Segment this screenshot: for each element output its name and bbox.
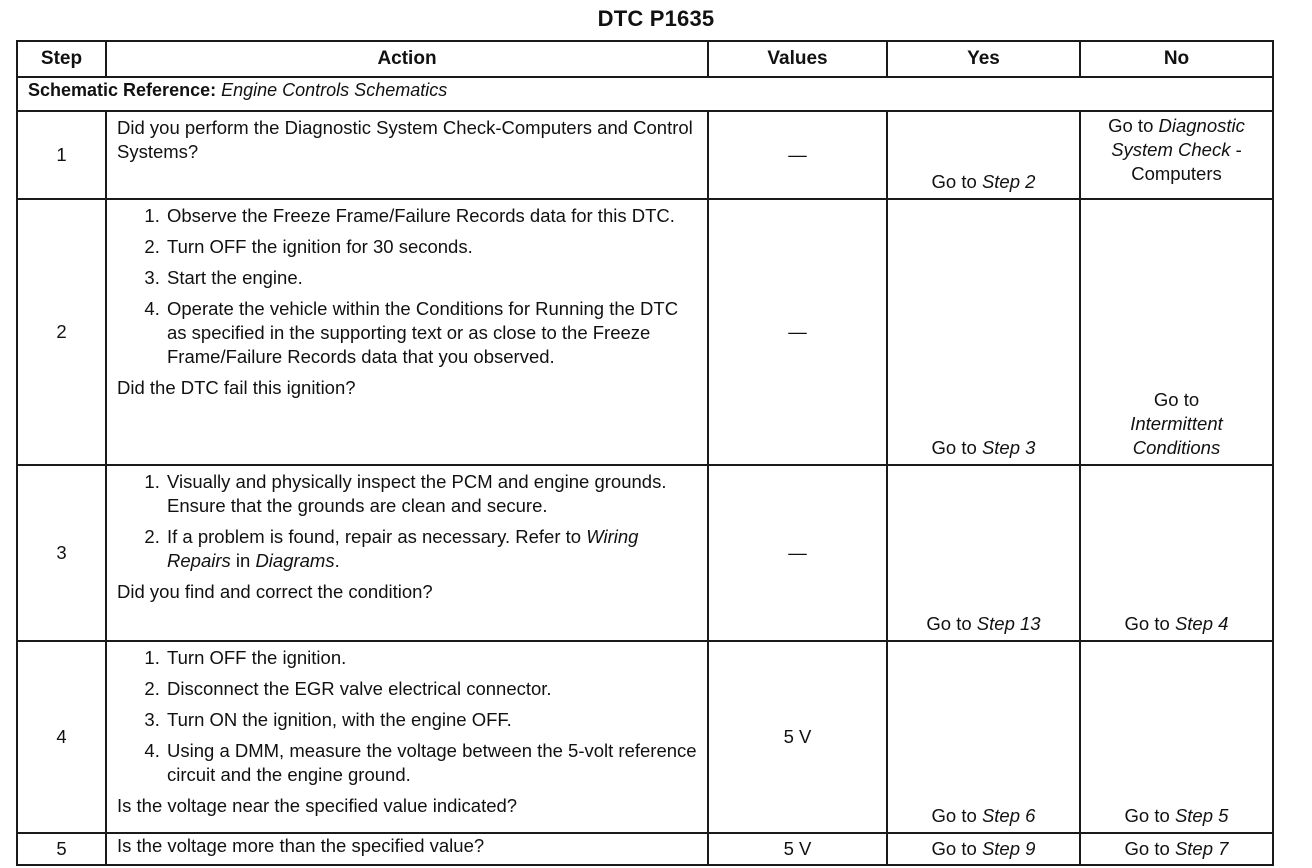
no-prefix: Go to xyxy=(1153,389,1200,410)
yes-prefix: Go to xyxy=(931,437,982,458)
no-cell xyxy=(1080,111,1273,199)
action-question: Did the DTC fail this ignition? xyxy=(117,377,356,398)
no-link[interactable]: Intermittent Conditions xyxy=(1130,413,1223,458)
schematic-reference-row xyxy=(17,77,1273,111)
procedure-item xyxy=(165,525,697,573)
yes-cell xyxy=(887,111,1080,199)
procedure-item-text: . xyxy=(334,550,340,571)
procedure-item: 1. Turn OFF the ignition. xyxy=(165,646,697,670)
value-cell: — xyxy=(708,199,887,465)
no-suffix: - Computers xyxy=(1131,139,1242,184)
step-number: 2 xyxy=(17,199,106,465)
procedure-item-text: in xyxy=(230,550,256,571)
yes-link[interactable]: Step 6 xyxy=(981,805,1036,826)
yes-link[interactable]: Step 2 xyxy=(981,171,1036,192)
no-prefix: Go to xyxy=(1108,115,1159,136)
yes-cell xyxy=(887,641,1080,833)
step-number: 3 xyxy=(17,465,106,641)
header-no: No xyxy=(1080,41,1273,77)
procedure-item: 2. Turn OFF the ignition for 30 seconds. xyxy=(165,235,697,259)
step-number: 5 xyxy=(17,833,106,865)
action-cell xyxy=(106,111,708,199)
table-row xyxy=(17,111,1273,199)
yes-prefix: Go to xyxy=(931,171,982,192)
action-cell xyxy=(106,833,708,865)
step-number: 1 xyxy=(17,111,106,199)
action-text: Did you perform the Diagnostic System Check-Computers and Control Systems? xyxy=(117,117,693,162)
procedure-item: 1. Observe the Freeze Frame/Failure Records data for this DTC. xyxy=(165,204,697,228)
table-row xyxy=(17,199,1273,465)
no-link[interactable]: Diagnostic System Check xyxy=(1111,115,1245,160)
yes-cell xyxy=(887,465,1080,641)
yes-cell xyxy=(887,833,1080,865)
procedure-item: 1. Visually and physically inspect the PCM and engine grounds. Ensure that the grounds are clean and secure. xyxy=(165,470,697,518)
yes-prefix: Go to xyxy=(931,805,982,826)
no-cell xyxy=(1080,199,1273,465)
table-row xyxy=(17,465,1273,641)
yes-link[interactable]: Step 3 xyxy=(981,437,1036,458)
value-cell: — xyxy=(708,111,887,199)
yes-link[interactable]: Step 9 xyxy=(981,838,1036,859)
no-link[interactable]: Step 5 xyxy=(1174,805,1229,826)
procedure-list xyxy=(117,470,697,573)
no-cell xyxy=(1080,465,1273,641)
document-title: DTC P1635 xyxy=(597,6,715,31)
yes-prefix: Go to xyxy=(926,613,977,634)
header-yes: Yes xyxy=(887,41,1080,77)
reference-link[interactable]: Engine Controls Schematics xyxy=(221,80,448,100)
action-cell xyxy=(106,199,708,465)
action-question: Did you find and correct the condition? xyxy=(117,581,433,602)
header-step: Step xyxy=(17,41,106,77)
yes-cell xyxy=(887,199,1080,465)
procedure-item: 3. Start the engine. xyxy=(165,266,697,290)
action-question: Is the voltage near the specified value indicated? xyxy=(117,795,518,816)
procedure-item: 4. Using a DMM, measure the voltage between the 5-volt reference circuit and the engine ground. xyxy=(165,739,697,787)
header-row xyxy=(17,41,1273,77)
procedure-item-text: If a problem is found, repair as necessary. Refer to xyxy=(167,526,582,547)
no-link[interactable]: Step 7 xyxy=(1174,838,1229,859)
step-number: 4 xyxy=(17,641,106,833)
table-row xyxy=(17,641,1273,833)
no-cell xyxy=(1080,641,1273,833)
wiring-repairs-link[interactable]: Wiring Repairs xyxy=(167,526,639,571)
no-cell xyxy=(1080,833,1273,865)
no-prefix: Go to xyxy=(1124,838,1175,859)
diagrams-link[interactable]: Diagrams xyxy=(255,550,335,571)
no-link[interactable]: Step 4 xyxy=(1174,613,1229,634)
action-cell xyxy=(106,641,708,833)
value-cell: — xyxy=(708,465,887,641)
value-cell: 5 V xyxy=(708,641,887,833)
procedure-item: 2. Disconnect the EGR valve electrical connector. xyxy=(165,677,697,701)
yes-link[interactable]: Step 13 xyxy=(976,613,1041,634)
action-text: Is the voltage more than the specified value? xyxy=(117,835,485,856)
reference-label: Schematic Reference: xyxy=(28,80,217,100)
procedure-list xyxy=(117,204,697,369)
table-row xyxy=(17,833,1273,865)
header-action: Action xyxy=(106,41,708,77)
procedure-item: 3. Turn ON the ignition, with the engine OFF. xyxy=(165,708,697,732)
header-values: Values xyxy=(708,41,887,77)
action-cell xyxy=(106,465,708,641)
schematic-reference xyxy=(17,77,1273,111)
value-cell: 5 V xyxy=(708,833,887,865)
diagnostic-table xyxy=(16,40,1274,866)
yes-prefix: Go to xyxy=(931,838,982,859)
procedure-item: 4. Operate the vehicle within the Conditions for Running the DTC as specified in the supporting text or as close to the Freeze Frame/Failure Records data that you observed. xyxy=(165,297,697,369)
procedure-list xyxy=(117,646,697,787)
no-prefix: Go to xyxy=(1124,805,1175,826)
no-prefix: Go to xyxy=(1124,613,1175,634)
